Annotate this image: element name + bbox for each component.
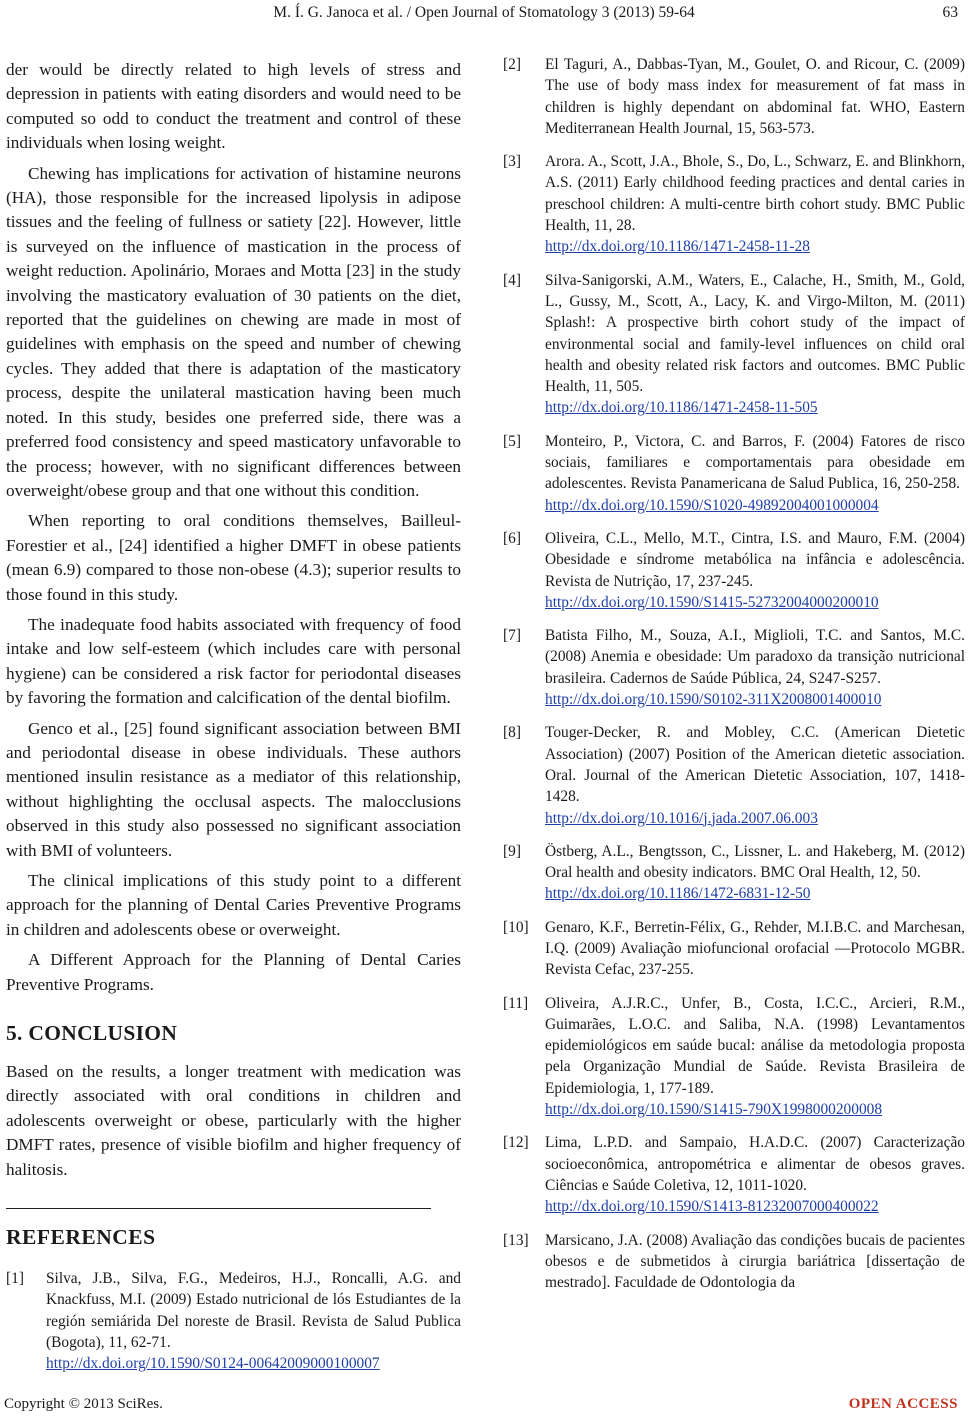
reference-body	[545, 993, 965, 1121]
reference-body	[545, 917, 965, 981]
reference-doi-link[interactable]: http://dx.doi.org/10.1186/1471-2458-11-505	[545, 399, 818, 417]
reference-doi-link[interactable]: http://dx.doi.org/10.1590/S1413-81232007000400022	[545, 1198, 879, 1216]
reference-doi-link[interactable]: http://dx.doi.org/10.1186/1471-2458-11-28	[545, 238, 810, 256]
reference-text: Arora. A., Scott, J.A., Bhole, S., Do, L., Schwarz, E. and Blinkhorn, A.S. (2011) Early childhood feeding practices and dental caries in preschool children: A multi-centre birth cohort study. BMC Public Health, 11, 28.	[545, 153, 965, 235]
reference-number: [10]	[503, 918, 529, 936]
reference-text: Oliveira, C.L., Mello, M.T., Cintra, I.S. and Mauro, F.M. (2004) Obesidade e síndrome metabólica na infância e adolescência. Revista de Nutrição, 17, 237-245.	[545, 529, 965, 590]
reference-text: Silva, J.B., Silva, F.G., Medeiros, H.J., Roncalli, A.G. and Knackfuss, M.I. (2009) Estado nutricional de lós Estudiantes de la región semiárida Del noreste de Brasil. Revista de Salud Publica (Bogota), 11, 62-71.	[46, 1270, 461, 1351]
body-paragraph: The clinical implications of this study point to a different approach for the planning of Dental Caries Preventive Programs in children and adolescents obese or overweight.	[6, 871, 461, 939]
reference-number: [12]	[503, 1134, 529, 1152]
body-paragraph: der would be directly related to high levels of stress and depression in patients with eating disorders and would need to be computed so odd to conduct the treatment and control of these individuals when losing weight.	[6, 60, 461, 153]
reference-number: [2]	[503, 56, 521, 73]
right-column	[503, 54, 965, 1305]
reference-item	[6, 1268, 461, 1374]
body-paragraph: Chewing has implications for activation of histamine neurons (HA), those responsible for the increased lipolysis in adipose tissues and the feeling of fullness or satiety [22]. However, little is surveyed on the influence of mastication in the process of weight reduction. Apolinário, Moraes and Motta [23] in the study involving the masticatory evaluation of 30 patients on the diet, reported that the guidelines on chewing are made in most of guidelines with emphasis on the speed and number of chewing cycles. They added that there is adaptation of the masticatory process, despite the unilateral mastication having been much noted. In this study, besides one preferred side, there was a preferred food consistency and speed masticatory unfavorable to the process; however, with no significant differences between overweight/obese group and that one without this condition.	[6, 163, 461, 500]
reference-text: Östberg, A.L., Bengtsson, C., Lissner, L. and Hakeberg, M. (2012) Oral health and obesity indicators. BMC Oral Health, 12, 50.	[545, 842, 965, 882]
reference-number: [13]	[503, 1231, 529, 1249]
conclusion-paragraph: Based on the results, a longer treatment with medication was directly associated with oral conditions in children and adolescents overweight or obese, particularly with the higher DMFT rates, presence of visible biofilm and higher frequency of halitosis.	[6, 1062, 461, 1179]
reference-number: [1]	[6, 1270, 24, 1288]
reference-text: Lima, L.P.D. and Sampaio, H.A.D.C. (2007) Caracterização socioeconômica, antropométrica e alimentar de obesos graves. Ciências e Saúde Coletiva, 12, 1011-1020.	[545, 1134, 965, 1194]
left-column	[6, 58, 461, 1387]
references-heading: REFERENCES	[6, 1225, 156, 1250]
reference-number: [5]	[503, 432, 521, 450]
reference-text: Monteiro, P., Victora, C. and Barros, F. (2004) Fatores de risco sociais, familiares e comportamentais para obesidade em adolescentes. Revista Panamericana de Salud Publica, 16, 250-258.	[545, 432, 965, 493]
reference-number: [3]	[503, 153, 521, 171]
reference-text: Touger-Decker, R. and Mobley, C.C. (American Dietetic Association) (2007) Position of the American dietetic association. Oral. Journal of the American Dietetic Association, 107, 1418-1428.	[545, 724, 965, 806]
reference-number: [9]	[503, 842, 521, 860]
reference-item	[503, 993, 965, 1121]
reference-doi-link[interactable]: http://dx.doi.org/10.1590/S1415-790X1998000200008	[545, 1101, 883, 1119]
page-number: 63	[942, 4, 958, 21]
reference-item	[503, 151, 965, 257]
reference-body	[545, 431, 965, 516]
conclusion-heading: 5. CONCLUSION	[6, 1021, 178, 1046]
references-list-right	[503, 54, 965, 1293]
reference-text: Batista Filho, M., Souza, A.I., Miglioli, T.C. and Santos, M.C. (2008) Anemia e obesidade: Um paradoxo da transição nutricional brasileira. Cadernos de Saúde Pública, 24, S247-S257.	[545, 627, 965, 687]
page-footer	[0, 1396, 968, 1416]
body-paragraph: The inadequate food habits associated with frequency of food intake and low self-esteem (which includes care with personal hygiene) can be considered a risk factor for periodontal diseases by favoring the formation and calcification of the dental biofilm.	[6, 614, 461, 708]
reference-body	[545, 722, 965, 828]
reference-number: [6]	[503, 529, 521, 547]
reference-text: Genaro, K.F., Berretin-Félix, G., Rehder, M.I.B.C. and Marchesan, I.Q. (2009) Avaliação miofuncional orofacial —Protocolo MGBR. Revista Cefac, 237-255.	[545, 918, 965, 979]
reference-item	[503, 1132, 965, 1217]
reference-text: Oliveira, A.J.R.C., Unfer, B., Costa, I.C.C., Arcieri, R.M., Guimarães, L.O.C. and Saliba, N.A. (1998) Levantamentos epidemiológicos em saúde bucal: análise da metodologia proposta pela Organização Mundial de Saúde. Revista Brasileira de Epidemiologia, 1, 177-189.	[545, 994, 965, 1097]
reference-number: [11]	[503, 994, 529, 1012]
open-access-label: OPEN ACCESS	[848, 1396, 958, 1412]
running-header	[0, 4, 968, 28]
reference-item	[503, 917, 965, 981]
reference-body	[46, 1268, 461, 1374]
reference-item	[503, 625, 965, 710]
reference-body	[545, 1132, 965, 1217]
reference-item	[503, 1230, 965, 1294]
reference-item	[503, 722, 965, 828]
reference-body	[545, 151, 965, 257]
reference-doi-link[interactable]: http://dx.doi.org/10.1590/S1020-49892004001000004	[545, 496, 879, 514]
reference-body	[545, 1230, 965, 1294]
reference-body	[545, 625, 965, 710]
reference-body	[545, 528, 965, 613]
reference-text: Marsicano, J.A. (2008) Avaliação das condições bucais de pacientes obesos e de submetidos à cirurgia bariátrica [dissertação de mestrado]. Faculdade de Odontologia da	[545, 1231, 965, 1292]
section-divider	[6, 1208, 431, 1209]
reference-doi-link[interactable]: http://dx.doi.org/10.1590/S0102-311X2008001400010	[545, 691, 882, 709]
reference-item	[503, 54, 965, 139]
reference-number: [7]	[503, 627, 521, 645]
reference-doi-link[interactable]: http://dx.doi.org/10.1186/1472-6831-12-50	[545, 885, 811, 903]
reference-doi-link[interactable]: http://dx.doi.org/10.1590/S1415-52732004000200010	[545, 593, 879, 611]
reference-item	[503, 270, 965, 419]
reference-item	[503, 528, 965, 613]
body-paragraph: When reporting to oral conditions themselves, Bailleul-Forestier et al., [24] identified a higher DMFT in obese patients (mean 6.9) compared to those non-obese (4.3); superior results to those found in this study.	[6, 511, 461, 604]
references-list-left	[6, 1268, 461, 1374]
body-paragraph: A Different Approach for the Planning of Dental Caries Preventive Programs.	[6, 950, 461, 994]
reference-number: [4]	[503, 271, 521, 289]
reference-number: [8]	[503, 724, 521, 742]
reference-body	[545, 54, 965, 139]
reference-body	[545, 841, 965, 905]
reference-text: Silva-Sanigorski, A.M., Waters, E., Calache, H., Smith, M., Gold, L., Gussy, M., Scott, A., Lacy, K. and Virgo-Milton, M. (2011) Splash!: A prospective birth cohort study of the impact of environmental social and family-level influences on child oral health and obesity related risk factors and outcomes. BMC Public Health, 11, 505.	[545, 271, 965, 396]
reference-doi-link[interactable]: http://dx.doi.org/10.1016/j.jada.2007.06.003	[545, 809, 818, 827]
running-head: M. Í. G. Janoca et al. / Open Journal of Stomatology 3 (2013) 59-64	[273, 4, 695, 21]
reference-doi-link[interactable]: http://dx.doi.org/10.1590/S0124-00642009000100007	[46, 1355, 380, 1373]
copyright-notice: Copyright © 2013 SciRes.	[4, 1396, 163, 1412]
reference-item	[503, 841, 965, 905]
reference-item	[503, 431, 965, 516]
body-paragraph: Genco et al., [25] found significant association between BMI and periodontal disease in obese individuals. These authors mentioned insulin resistance as a mediator of this relationship, without highlighting the occlusal aspects. The malocclusions observed in this study also possessed no significant association with BMI of volunteers.	[6, 718, 461, 860]
reference-text: El Taguri, A., Dabbas-Tyan, M., Goulet, O. and Ricour, C. (2009) The use of body mass index for measurement of fat mass in children is highly dependant on abdominal fat. WHO, Eastern Mediterranean Health Journal, 15, 563-573.	[545, 56, 965, 137]
reference-body	[545, 270, 965, 419]
